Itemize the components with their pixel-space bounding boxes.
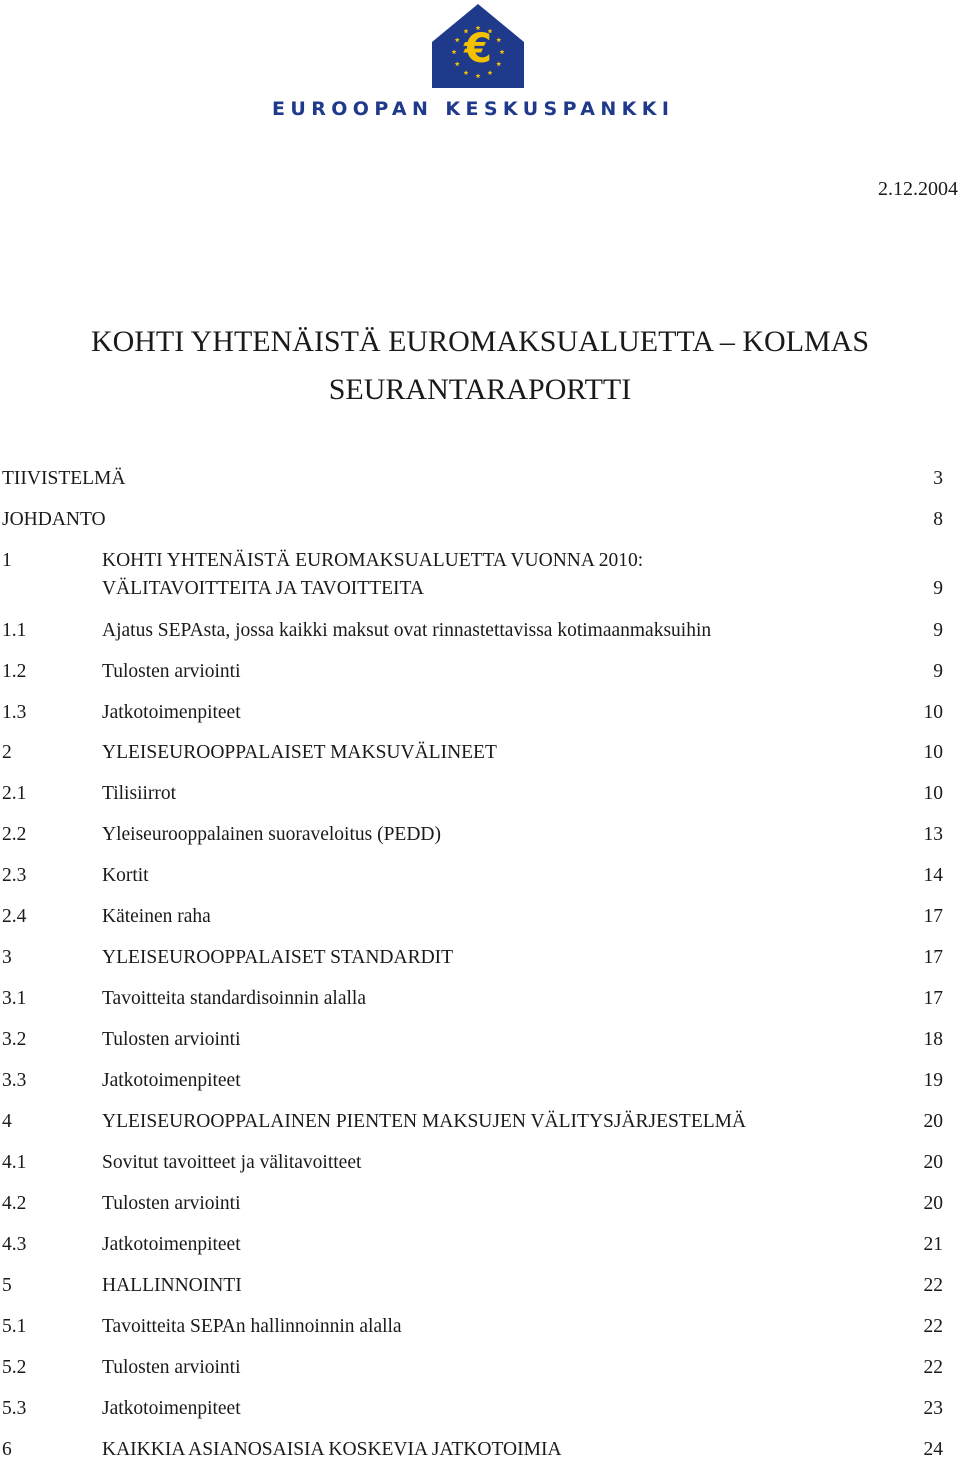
toc-entry-title: Jatkotoimenpiteet <box>102 1234 241 1255</box>
document-title-line-2: SEURANTARAPORTTI <box>328 373 632 406</box>
toc-entry-page: 9 <box>933 661 943 682</box>
toc-entry-page: 8 <box>933 509 943 530</box>
toc-entry-page: 9 <box>933 620 943 641</box>
ecb-logo <box>0 0 960 130</box>
toc-entry-number: 6 <box>2 1439 12 1460</box>
euro-sign-stars-icon <box>432 2 524 88</box>
toc-entry-number: 4.2 <box>2 1193 27 1214</box>
toc-entry-title: KAIKKIA ASIANOSAISIA KOSKEVIA JATKOTOIMIA <box>102 1439 562 1460</box>
toc-entry-number: 5.2 <box>2 1357 27 1378</box>
toc-entry-number: 2.1 <box>2 783 27 804</box>
toc-entry-title: JOHDANTO <box>2 509 106 530</box>
toc-entry-page: 19 <box>923 1070 943 1091</box>
toc-entry-page: 22 <box>923 1357 943 1378</box>
toc-entry-title: YLEISEUROOPPALAISET STANDARDIT <box>102 947 454 968</box>
toc-entry-number: 2 <box>2 742 12 763</box>
toc-entry-title: HALLINNOINTI <box>102 1275 242 1296</box>
toc-entry-page: 17 <box>923 947 943 968</box>
logo-text: EUROOPAN KESKUSPANKKI <box>272 98 675 120</box>
toc-entry-number: 5.3 <box>2 1398 27 1419</box>
toc-entry-number: 3.1 <box>2 988 27 1009</box>
toc-entry-page: 17 <box>923 906 943 927</box>
toc-entry-page: 13 <box>923 824 943 845</box>
toc-entry-number: 3.3 <box>2 1070 27 1091</box>
toc-entry-page: 17 <box>923 988 943 1009</box>
toc-entry-title: Tilisiirrot <box>102 783 177 804</box>
toc-entry-title: Jatkotoimenpiteet <box>102 1398 241 1419</box>
toc-entry-page: 18 <box>923 1029 943 1050</box>
toc-entry-title: KOHTI YHTENÄISTÄ EUROMAKSUALUETTA VUONNA 2010: <box>102 550 644 571</box>
toc-entry-number: 4.1 <box>2 1152 27 1173</box>
toc-entry-title: Sovitut tavoitteet ja välitavoitteet <box>102 1152 362 1173</box>
toc-entry-title: Tulosten arviointi <box>102 1193 241 1214</box>
toc-entry-title: Ajatus SEPAsta, jossa kaikki maksut ovat rinnastettavissa kotimaanmaksuihin <box>102 620 712 641</box>
toc-entry-number: 3.2 <box>2 1029 27 1050</box>
toc-entry-page: 22 <box>923 1316 943 1337</box>
toc-entry-title: YLEISEUROOPPALAISET MAKSUVÄLINEET <box>102 742 497 763</box>
toc-entry-title: TIIVISTELMÄ <box>2 468 126 489</box>
toc-entry-page: 9 <box>933 578 943 599</box>
toc-entry-number: 5 <box>2 1275 12 1296</box>
toc-entry-number: 2.4 <box>2 906 27 927</box>
toc-entry-title-continued: VÄLITAVOITTEITA JA TAVOITTEITA <box>102 578 424 599</box>
toc-entry-title: Kortit <box>102 865 149 886</box>
toc-entry-title: Jatkotoimenpiteet <box>102 1070 241 1091</box>
toc-entry-page: 24 <box>923 1439 943 1460</box>
toc-entry-number: 1.1 <box>2 620 27 641</box>
toc-entry-page: 21 <box>923 1234 943 1255</box>
toc-entry-title: Tulosten arviointi <box>102 661 241 682</box>
document-title <box>0 318 960 414</box>
toc-entry-page: 20 <box>923 1152 943 1173</box>
toc-entry-number: 2.2 <box>2 824 27 845</box>
toc-entry-title: Tulosten arviointi <box>102 1029 241 1050</box>
toc-entry-number: 4.3 <box>2 1234 27 1255</box>
toc-entry-page: 20 <box>923 1111 943 1132</box>
toc-entry-title: Yleiseurooppalainen suoraveloitus (PEDD) <box>102 824 442 845</box>
svg-text:€: € <box>464 26 492 72</box>
toc-entry-title: Käteinen raha <box>102 906 211 927</box>
toc-entry-number: 2.3 <box>2 865 27 886</box>
toc-entry-number: 1 <box>2 550 12 571</box>
toc-entry-number: 1.3 <box>2 702 27 723</box>
toc-entry-title: Tavoitteita standardisoinnin alalla <box>102 988 366 1009</box>
toc-entry-number: 3 <box>2 947 12 968</box>
toc-entry-page: 22 <box>923 1275 943 1296</box>
document-date: 2.12.2004 <box>878 178 958 200</box>
toc-entry-page: 23 <box>923 1398 943 1419</box>
toc-entry-title: Tavoitteita SEPAn hallinnoinnin alalla <box>102 1316 402 1337</box>
toc-entry-page: 10 <box>923 742 943 763</box>
toc-entry-title: YLEISEUROOPPALAINEN PIENTEN MAKSUJEN VÄLITYSJÄRJESTELMÄ <box>102 1111 747 1132</box>
toc-entry-title: Tulosten arviointi <box>102 1357 241 1378</box>
toc-entry-title: Jatkotoimenpiteet <box>102 702 241 723</box>
toc-entry-page: 20 <box>923 1193 943 1214</box>
toc-entry-page: 14 <box>923 865 943 886</box>
toc-entry-page: 3 <box>933 468 943 489</box>
toc-entry-number: 5.1 <box>2 1316 27 1337</box>
toc-entry-number: 4 <box>2 1111 12 1132</box>
document-title-line-1: KOHTI YHTENÄISTÄ EUROMAKSUALUETTA – KOLMAS <box>90 325 870 358</box>
toc-entry-page: 10 <box>923 702 943 723</box>
toc-entry-number: 1.2 <box>2 661 27 682</box>
toc-entry-page: 10 <box>923 783 943 804</box>
